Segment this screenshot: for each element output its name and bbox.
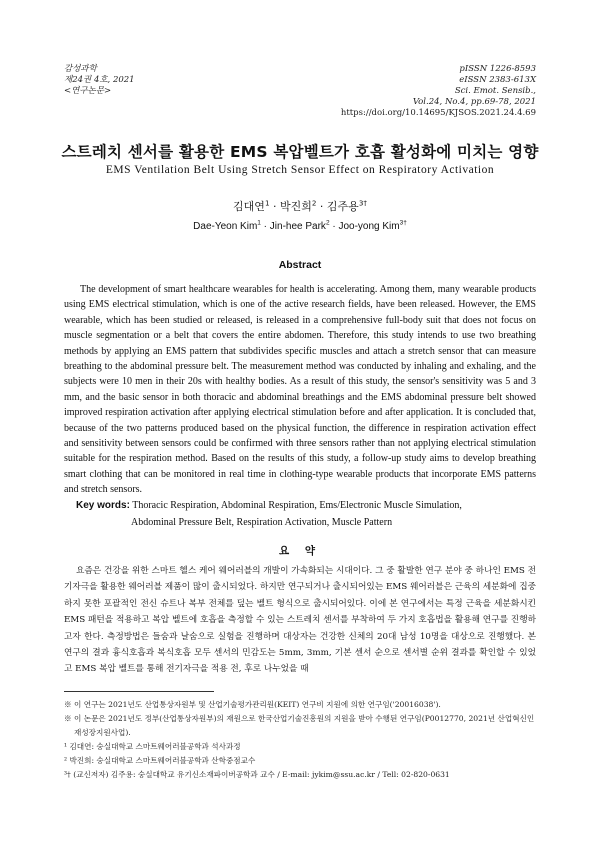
author-separator: · [329,221,339,232]
author-name: 김주용 [326,200,359,213]
summary-text: 요즘은 건강을 위한 스마트 헬스 케어 웨어러블의 개발이 가속화되는 시대이다. 그 중 활발한 연구 분야 중 하나인 EMS 전기자극을 활용한 웨어러블 제품이 많이 출시되었다. 하지만 연구되거나 출시되어있는 EMS 웨어러블은 근육의 세분화에 집중하지 못한 포괄적인 전신 슈트나 복부 전체를 덮는 벨트 형식으로 출시되어있다. 이에 본 연구에서는 특정 근육을 세분화시킨 EMS 패턴을 적용하고 복압 벨트에 호흡을 측정할 수 있는 스트레치 센서를 부착하여 두 가지 호흡법을 활용해 연구를 진행하고자 한다. 측정방법은 들숨과 날숨으로 실험을 진행하며 대상자는 건강한 신체의 20대 남성 10명을 대상으로 진행했다. 본 연구의 결과 흉식호흡과 복식호흡 모두 센서의 민감도는 5mm, 3mm, 기본 센서 순으로 센서별 순위 결과를 확인할 수 있었고 EMS 복압 벨트를 통해 전기자극을 적용 전, 후로 나누었을 때 [64,566,536,675]
author-name: Dae-Yeon Kim [193,221,258,232]
doi-link[interactable]: https://doi.org/10.14695/KJSOS.2021.24.4.69 [340,108,536,118]
author-affiliation-mark: 1 [257,219,261,227]
keywords-list-1: Thoracic Respiration, Abdominal Respiration, Ems/Electronic Muscle Simulation, [132,500,462,511]
keywords-list-2: Abdominal Pressure Belt, Respiration Activation, Muscle Pattern [131,517,393,528]
authors-english [40,221,560,232]
author-name: Joo-yong Kim [338,221,400,232]
author-name: 김대연 [233,200,265,213]
journal-volume: 제24권 4호, 2021 [64,75,135,85]
journal-name: 감성과학 [64,64,97,74]
keywords-line-1 [76,497,536,514]
title-korean: 스트레치 센서를 활용한 EMS 복압벨트가 호흡 활성화에 미치는 영향 [61,143,539,161]
summary-heading: 요 약 [279,545,321,557]
footnotes [64,698,536,782]
authors-korean [40,198,560,214]
print-issn: pISSN 1226-8593 [459,64,536,74]
footnote-author-2: ² 박진희: 숭실대학교 스마트웨어러블공학과 산학중점교수 [64,756,256,765]
volume-pages: Vol.24, No.4, pp.69-78, 2021 [412,97,536,107]
journal-header-right [341,64,536,119]
keywords [76,497,536,531]
article-type: <연구논문> [64,86,112,96]
keywords-label: Key words: [76,500,130,511]
author-name: 박진희 [279,200,312,213]
journal-abbrev: Sci. Emot. Sensib., [454,86,536,96]
author-separator: · [260,221,270,232]
author-name: Jin-hee Park [269,221,326,232]
footnote-divider [64,691,214,692]
author-affiliation-mark: 1 [264,198,270,208]
author-affiliation-mark: 3† [358,198,367,208]
footnote-author-1: ¹ 김대연: 숭실대학교 스마트웨어러블공학과 석사과정 [64,742,241,751]
journal-header-left [64,64,135,97]
title-english: EMS Ventilation Belt Using Stretch Sensor Effect on Respiratory Activation [105,164,495,176]
author-affiliation-mark: 3† [399,219,407,227]
electronic-issn: eISSN 2383-613X [459,75,536,85]
footnote-corresponding-author: ³† (교신저자) 김주용: 숭실대학교 유기신소재파이버공학과 교수 / E-mail: jykim@ssu.ac.kr / Tell: 02-820-0631 [64,770,450,779]
footnote-funding-2: ※ 이 논문은 2021년도 정부(산업통상자원부)의 재원으로 한국산업기술진흥원의 지원을 받아 수행된 연구임(P0012770, 2021년 산업혁신인재성장지원사업). [64,714,535,737]
author-affiliation-mark: 2 [311,198,317,208]
abstract-text: The development of smart healthcare wearables for health is accelerating. Among them, many wearable products using EMS electrical stimulation, which is one of the active research fields, have been released. However, the EMS wearable, which has been studied or released, is released in a comprehensive full-body suit that does not focus on muscle segmentation or a belt that covers the entire abdomen. Therefore, this study intends to use two breathing methods by applying an EMS pattern that subdivides specific muscles and attach a stretch sensor that can measure breathing to the abdominal pressure belt. The measurement method was conducted by inhaling and exhaling, and the subjects were 10 men in their 20s with healthy bodies. As a result of this study, the sensor's sensitivity was 5 and 3 mm, and the basic sensor in both thoracic and abdominal breathings and the EMS abdominal pressure belt showed improved respiration activation after applying electrical stimulation before and after application. It is concluded that, because of the two patterns produced based on the physical function, the difference in respiration activation effect and sensitivity between sensors could be confirmed with three sensors rather than not applying electrical stimulation suitable for the respiration method. Based on the results of this study, a follow-up study aims to develop breathing smart clothing that can be monitored in real time in clothing-type wearable products that incorporate EMS patterns and stretch sensors. [64,284,536,496]
author-separator: · [269,200,280,213]
abstract-heading: Abstract [278,259,322,271]
footnote-funding-1: ※ 이 연구는 2021년도 산업통상자원부 및 산업기술평가관리원(KEIT) 연구비 지원에 의한 연구임('20016038'). [64,700,441,709]
author-separator: · [316,200,327,213]
author-affiliation-mark: 2 [325,219,330,227]
